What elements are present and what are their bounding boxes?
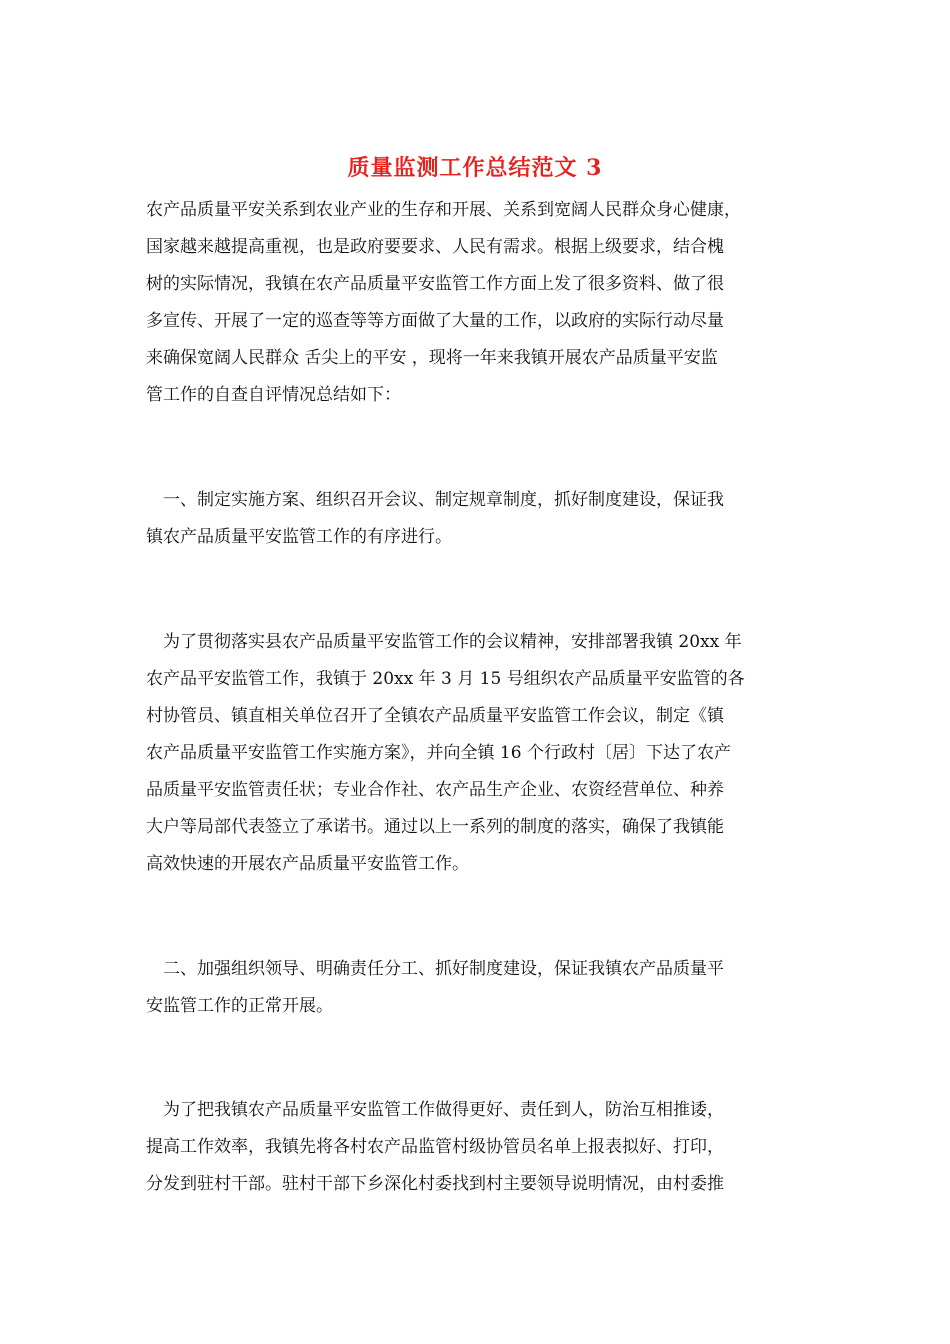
body-line: 来确保宽阔人民群众 舌尖上的平安 ，现将一年来我镇开展农产品质量平安监 <box>146 348 718 368</box>
body-line: 农产品质量平安监管工作实施方案》，并向全镇 16 个行政村〔居〕下达了农产 <box>146 743 731 763</box>
body-line: 树的实际情况，我镇在农产品质量平安监管工作方面上发了很多资料、做了很 <box>146 274 724 294</box>
body-line: 农产品平安监管工作，我镇于 20xx 年 3 月 15 号组织农产品质量平安监管的各 <box>146 669 745 689</box>
section-heading-line: 一、制定实施方案、组织召开会议、制定规章制度，抓好制度建设，保证我 <box>146 490 724 510</box>
section-heading-line: 安监管工作的正常开展。 <box>146 996 333 1016</box>
body-line: 多宣传、开展了一定的巡查等等方面做了大量的工作，以政府的实际行动尽量 <box>146 311 724 331</box>
body-line: 村协管员、镇直相关单位召开了全镇农产品质量平安监管工作会议，制定《镇 <box>146 706 724 726</box>
body-line: 品质量平安监管责任状；专业合作社、农产品生产企业、农资经营单位、种养 <box>146 780 724 800</box>
section-heading-line: 镇农产品质量平安监管工作的有序进行。 <box>146 527 452 547</box>
body-line: 大户等局部代表签立了承诺书。通过以上一系列的制度的落实，确保了我镇能 <box>146 817 724 837</box>
body-line: 管工作的自查自评情况总结如下： <box>146 385 401 405</box>
body-line: 高效快速的开展农产品质量平安监管工作。 <box>146 854 469 874</box>
body-line: 提高工作效率，我镇先将各村农产品监管村级协管员名单上报表拟好、打印， <box>146 1137 724 1157</box>
body-line: 为了贯彻落实县农产品质量平安监管工作的会议精神，安排部署我镇 20xx 年 <box>146 632 742 652</box>
body-line: 为了把我镇农产品质量平安监管工作做得更好、责任到人，防治互相推诿， <box>146 1100 724 1120</box>
body-line: 分发到驻村干部。驻村干部下乡深化村委找到村主要领导说明情况，由村委推 <box>146 1174 724 1194</box>
document-title: 质量监测工作总结范文 3 <box>347 155 603 181</box>
body-line: 国家越来越提高重视，也是政府要要求、人民有需求。根据上级要求，结合槐 <box>146 237 724 257</box>
section-heading-line: 二、加强组织领导、明确责任分工、抓好制度建设，保证我镇农产品质量平 <box>146 959 724 979</box>
body-line: 农产品质量平安关系到农业产业的生存和开展、关系到宽阔人民群众身心健康， <box>146 200 741 220</box>
